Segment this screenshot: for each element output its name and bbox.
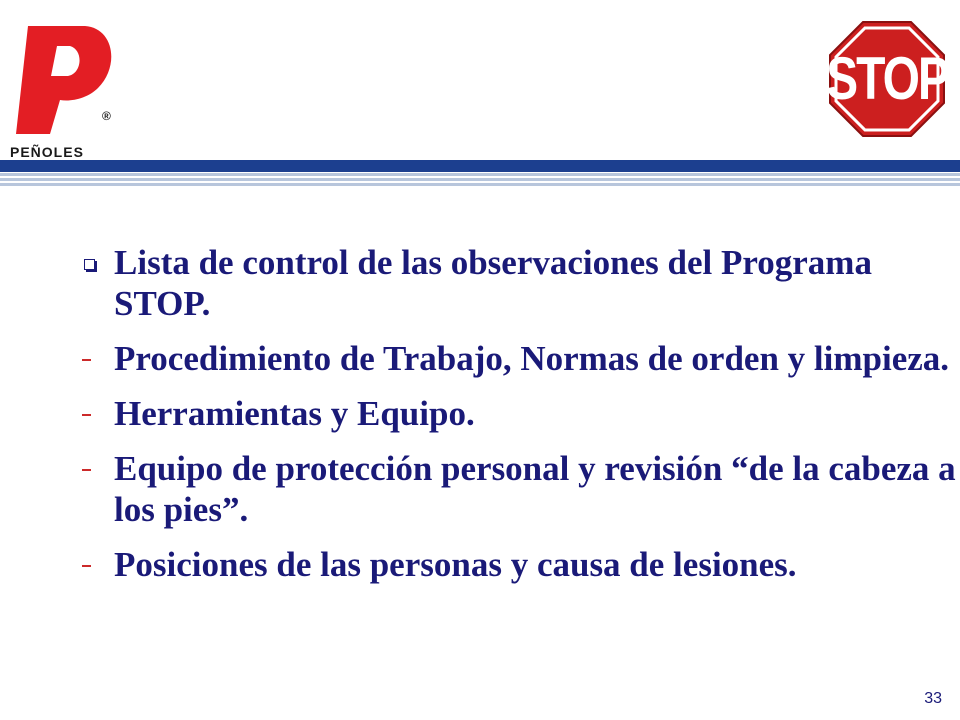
list-item: [76, 393, 956, 434]
stop-sign-text: STOP: [826, 45, 948, 113]
dash-bullet-icon: [82, 565, 91, 567]
registered-mark: ®: [102, 109, 111, 123]
page-number: 33: [924, 690, 942, 707]
list-item: [76, 242, 956, 324]
header-rule-light-2: [0, 178, 960, 181]
square-bullet-icon: [84, 259, 95, 270]
checklist: [76, 242, 956, 599]
dash-bullet-icon: [82, 414, 91, 416]
list-item-text: Equipo de protección personal y revisión “de la cabeza a los pies”.: [114, 449, 956, 529]
dash-bullet-icon: [82, 469, 91, 471]
list-item: [76, 338, 956, 379]
list-item: [76, 544, 956, 585]
list-item-text: Posiciones de las personas y causa de lesiones.: [114, 545, 797, 584]
header-rule: [0, 0, 960, 192]
list-item-text: Procedimiento de Trabajo, Normas de orden y limpieza.: [114, 339, 950, 378]
header-rule-light-1: [0, 173, 960, 176]
list-item-text: Lista de control de las observaciones del Programa STOP.: [114, 243, 872, 323]
penoles-wordmark: PEÑOLES: [10, 144, 84, 160]
dash-bullet-icon: [82, 359, 91, 361]
stop-sign-icon: [828, 20, 946, 138]
header-rule-thick: [0, 160, 960, 172]
list-item-text: Herramientas y Equipo.: [114, 394, 475, 433]
header-rule-light-3: [0, 183, 960, 186]
list-item: [76, 448, 956, 530]
